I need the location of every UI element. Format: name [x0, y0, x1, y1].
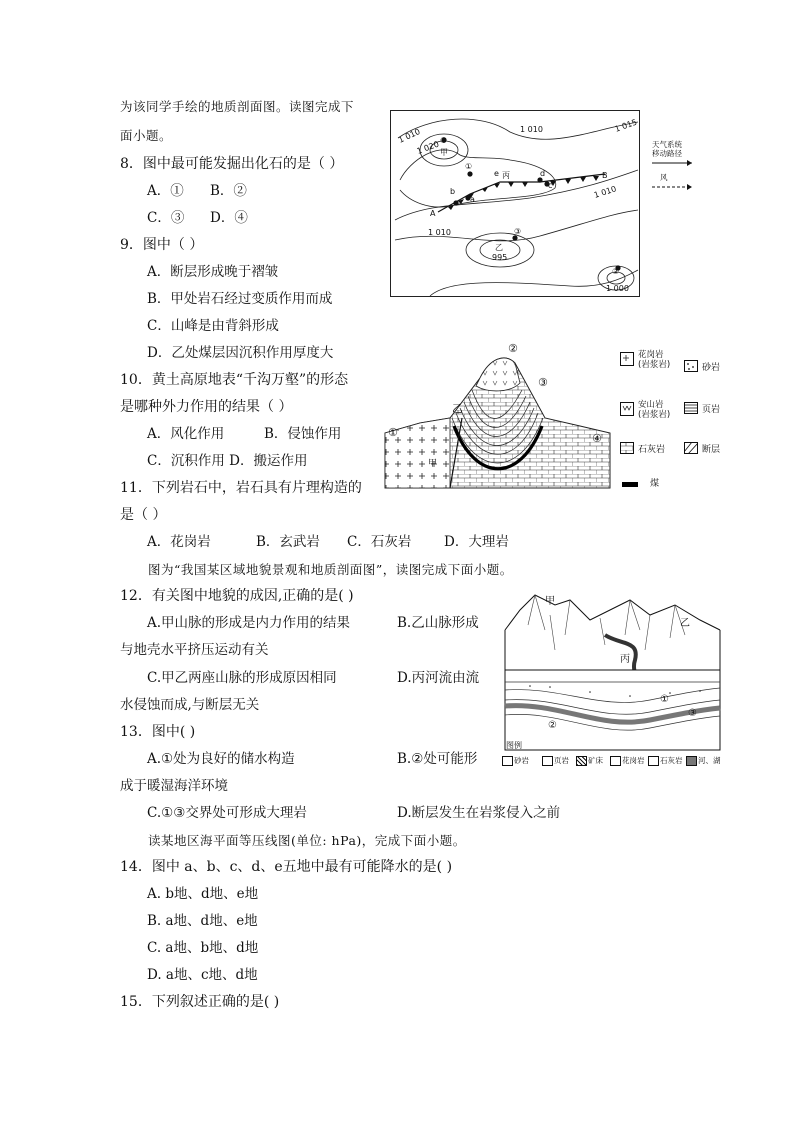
isobar-label-1: 1 010 [397, 126, 422, 145]
q14-option-c[interactable]: C. a地、b地、d地 [147, 940, 259, 956]
isobar-label-2: 1 020 [415, 139, 441, 156]
legend-limestone: 石灰岩 [638, 445, 666, 455]
line-label-b: B [602, 171, 608, 180]
landscape-circled-1: ① [660, 694, 669, 705]
legend-fault-swatch [684, 442, 698, 454]
q12-option-d[interactable]: D.丙河流由流 [397, 670, 480, 686]
q12-option-a[interactable]: A.甲山脉的形成是内力作用的结果 [147, 615, 351, 631]
question-9: 9．图中（ ） [120, 237, 204, 253]
landscape-legend-shale: 页岩 [554, 756, 569, 765]
question-14: 14．图中 a、b、c、d、e五地中最有可能降水的是( ) [120, 859, 453, 875]
q12-option-d-cont: 水侵蚀而成,与断层无关 [120, 697, 260, 713]
section-num-3: ③ [538, 376, 548, 389]
q9-option-b[interactable]: B．甲处岩石经过变质作用而成 [147, 291, 333, 307]
isobar-label-4: 1 015 [613, 117, 639, 134]
q10-option-cd[interactable]: C．沉积作用 D．搬运作用 [147, 453, 308, 469]
place-yi: 乙 [495, 243, 503, 252]
isobar-label-8: 1 000 [606, 284, 629, 293]
landscape-legend-sandstone: 砂岩 [514, 756, 529, 765]
circled-3: ③ [514, 227, 522, 236]
legend-granite: 花岗岩 (岩浆岩) [638, 350, 671, 370]
landscape-label-yi: 乙 [680, 618, 690, 629]
legend-shale: 页岩 [702, 405, 721, 415]
legend-andesite-swatch [620, 402, 634, 416]
isobar-legend-wind: 风 [660, 173, 668, 182]
q9-option-c[interactable]: C．山峰是由背斜形成 [147, 318, 279, 334]
question-11-cont: 是（ ） [120, 507, 167, 523]
isobar-label-3: 1 010 [520, 125, 543, 134]
q12-option-b[interactable]: B.乙山脉形成 [397, 615, 479, 631]
q14-option-d[interactable]: D. a地、c地、d地 [147, 967, 258, 983]
q11-option-c[interactable]: C．石灰岩 [347, 534, 412, 550]
landscape-label-bing: 丙 [620, 654, 630, 665]
q11-option-d[interactable]: D．大理岩 [444, 534, 509, 550]
circled-2: ② [612, 267, 620, 276]
landscape-legend-limestone: 石灰岩 [660, 756, 683, 765]
isobar-label-6: 1 010 [592, 184, 618, 200]
point-a: a [470, 195, 475, 204]
legend-limestone-swatch [620, 442, 634, 454]
legend-fault: 断层 [702, 445, 721, 455]
q13-option-a[interactable]: A.①处为良好的储水构造 [147, 751, 295, 767]
q13-option-d[interactable]: D.断层发生在岩浆侵入之前 [397, 805, 561, 821]
question-15: 15．下列叙述正确的是( ) [120, 994, 280, 1010]
isobar-map-figure [390, 110, 650, 298]
legend-shale-box [542, 756, 553, 766]
q8-option-a[interactable]: A．① [147, 183, 184, 199]
q11-option-a[interactable]: A．花岗岩 [147, 534, 211, 550]
legend-coal: 煤 [650, 479, 660, 489]
q13-option-b[interactable]: B.②处可能形 [397, 751, 478, 767]
q10-option-a[interactable]: A．风化作用 [147, 426, 225, 442]
legend-coal-swatch [622, 482, 638, 487]
legend-sandstone-box [502, 756, 513, 766]
intro-text-1: 为该同学手绘的地质剖面图。读图完成下 [120, 99, 355, 114]
q10-option-b[interactable]: B．侵蚀作用 [264, 426, 342, 442]
q12-option-b-cont: 与地壳水平挤压运动有关 [120, 642, 269, 658]
point-d: d [540, 169, 546, 178]
intro-text-2: 面小题。 [120, 128, 173, 143]
q14-option-b[interactable]: B. a地、d地、e地 [147, 913, 258, 929]
landscape-block-figure [500, 590, 730, 770]
question-11: 11．下列岩石中，岩石具有片理构造的 [120, 480, 362, 496]
q13-option-c[interactable]: C.①③交界处可形成大理岩 [147, 805, 307, 821]
isobar-legend-path-arrow [650, 158, 698, 168]
line-label-a: A [430, 209, 436, 218]
q8-option-c[interactable]: C．③ [147, 210, 185, 226]
landscape-circled-3: ③ [688, 708, 697, 719]
intro-text-3: 图为“我国某区域地貌景观和地质剖面图”，读图完成下面小题。 [148, 562, 513, 577]
section-num-4: ④ [592, 432, 602, 445]
isobar-legend-system: 天气系统 移动路径 [652, 140, 682, 158]
landscape-legend-ore: 矿床 [588, 756, 603, 765]
legend-sandstone: 砂岩 [702, 363, 721, 373]
point-e: e [494, 169, 499, 178]
q11-option-b[interactable]: B．玄武岩 [256, 534, 320, 550]
place-jia: 甲 [440, 148, 448, 157]
landscape-label-jia: 甲 [545, 596, 555, 607]
isobar-legend-wind-arrow [650, 182, 698, 192]
legend-shale-swatch [684, 402, 698, 414]
circled-4: ④ [440, 136, 448, 145]
question-8: 8．图中最可能发掘出化石的是（ ） [120, 156, 344, 172]
q9-option-d[interactable]: D．乙处煤层因沉积作用厚度大 [147, 345, 334, 361]
legend-limestone-box [648, 756, 659, 766]
legend-ore-box [576, 756, 587, 766]
question-12: 12．有关图中地貌的成因,正确的是( ) [120, 588, 354, 604]
q8-option-b[interactable]: B．② [210, 183, 247, 199]
q13-option-b-cont: 成于暖湿海洋环境 [120, 778, 228, 794]
q12-option-c[interactable]: C.甲乙两座山脉的形成原因相同 [147, 670, 337, 686]
question-10-cont: 是哪种外力作用的结果（ ） [120, 399, 293, 415]
q8-option-d[interactable]: D．④ [210, 210, 248, 226]
place-bing: 丙 [502, 171, 510, 180]
landscape-legend-granite: 花岗岩 [622, 756, 645, 765]
legend-sandstone-swatch [684, 360, 698, 372]
question-13: 13．图中( ) [120, 724, 196, 740]
isobar-label-7: 995 [492, 253, 508, 262]
q14-option-a[interactable]: A. b地、d地、e地 [147, 886, 259, 902]
point-c: c [548, 181, 553, 190]
legend-andesite: 安山岩 (岩浆岩) [638, 400, 671, 420]
section-label-yi: 乙 [452, 402, 463, 415]
landscape-legend-title: 图例 [506, 741, 522, 750]
section-label-jia: 甲 [428, 459, 438, 469]
question-10: 10．黄土高原地表“千沟万壑”的形态 [120, 372, 349, 388]
section-num-1: ① [388, 426, 398, 439]
intro-text-4: 读某地区海平面等压线图(单位: hPa)，完成下面小题。 [148, 833, 466, 848]
legend-granite-swatch [620, 352, 634, 366]
section-num-2: ② [508, 342, 518, 355]
legend-granite-box [610, 756, 621, 766]
point-b: b [450, 187, 456, 196]
circled-1: ① [465, 162, 473, 171]
landscape-legend-row [500, 754, 730, 768]
geologic-section-figure [380, 338, 615, 498]
landscape-legend-river: 河、湖 [698, 756, 721, 765]
legend-river-box [686, 756, 697, 766]
isobar-label-5: 1 010 [428, 228, 451, 237]
q9-option-a[interactable]: A．断层形成晚于褶皱 [147, 264, 279, 280]
landscape-circled-2: ② [548, 720, 557, 731]
